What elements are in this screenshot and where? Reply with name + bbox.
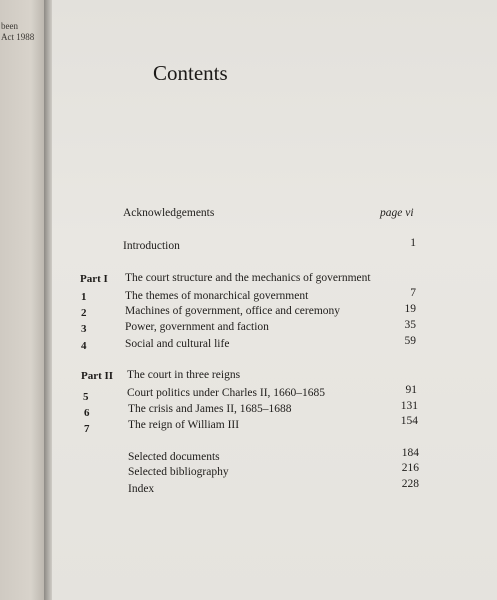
left-page-line: been — [1, 21, 18, 31]
chapter-title: The themes of monarchical government — [125, 290, 309, 302]
part-title: The court structure and the mechanics of government — [125, 272, 371, 284]
toc-entry-page — [380, 207, 414, 219]
toc-entry-title: Introduction — [123, 240, 180, 252]
part-label: Part II — [81, 370, 114, 382]
chapter-title: The reign of William III — [128, 419, 240, 431]
chapter-title: Power, government and faction — [125, 321, 269, 333]
toc-entry-title: Selected documents — [128, 451, 220, 463]
part-title: The court in three reigns — [127, 369, 241, 381]
toc-entry-page: 184 — [401, 447, 419, 459]
chapter-number: 2 — [81, 307, 87, 319]
left-page-line: Act 1988 — [1, 32, 35, 42]
chapter-number: 5 — [83, 391, 89, 403]
toc-entry-title: Acknowledgements — [123, 207, 215, 219]
chapter-page: 35 — [404, 319, 416, 331]
toc-entry-title: Selected bibliography — [128, 466, 229, 478]
chapter-page: 7 — [410, 287, 416, 299]
chapter-number: 1 — [81, 291, 87, 303]
chapter-page: 131 — [400, 400, 418, 412]
chapter-page: 19 — [404, 303, 416, 315]
chapter-title: Machines of government, office and ceremony — [125, 305, 341, 317]
page-title: Contents — [153, 61, 228, 85]
chapter-page: 91 — [405, 384, 417, 396]
chapter-number: 4 — [81, 340, 87, 352]
toc-entry-page: 1 — [410, 237, 416, 249]
chapter-page: 59 — [404, 335, 416, 347]
chapter-title: Court politics under Charles II, 1660–1685 — [127, 387, 326, 399]
left-page — [0, 0, 44, 600]
chapter-page: 154 — [400, 415, 418, 427]
chapter-number: 7 — [84, 423, 90, 435]
chapter-title: Social and cultural life — [125, 338, 230, 350]
toc-entry-page: 228 — [401, 478, 419, 490]
part-label: Part I — [80, 273, 108, 285]
book-gutter — [44, 0, 52, 600]
page-prefix: page — [380, 207, 403, 219]
chapter-number: 3 — [81, 323, 87, 335]
chapter-number: 6 — [84, 407, 90, 419]
toc-entry-title: Index — [128, 483, 155, 495]
toc-entry-page: 216 — [401, 462, 419, 474]
page-number: vi — [405, 207, 414, 219]
chapter-title: The crisis and James II, 1685–1688 — [128, 403, 292, 415]
